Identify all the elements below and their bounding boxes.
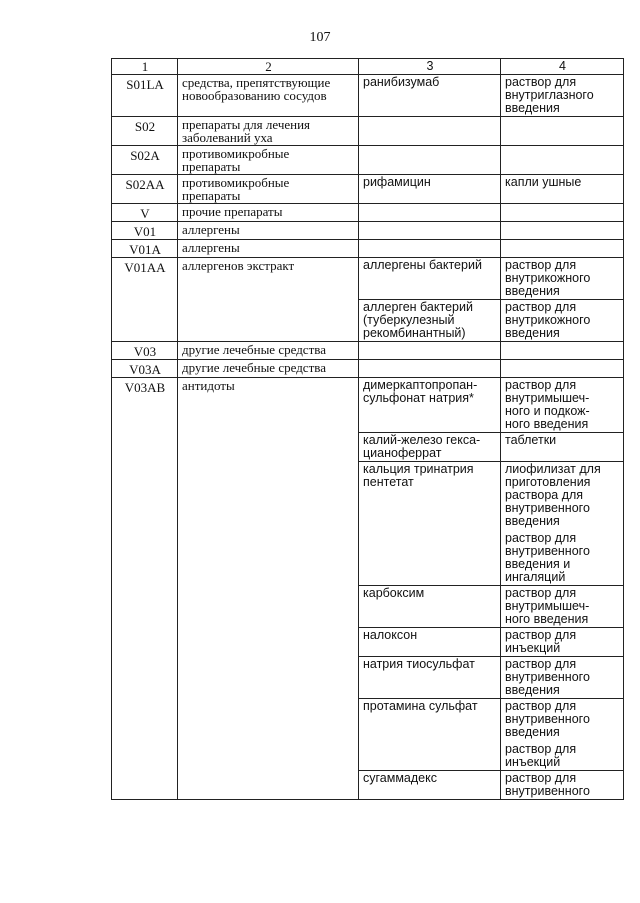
group-name-cell: [178, 75, 359, 117]
table-row: [112, 240, 624, 258]
dosage-form: раствор для внутривенного: [505, 771, 590, 798]
table-row: [112, 117, 624, 146]
dosage-form: раствор для внутримышеч- ного и подкож- ного введения: [505, 378, 590, 431]
drug-name: карбоксим: [363, 586, 425, 600]
group-name-cell: [178, 258, 359, 342]
dosage-form-cell: [501, 462, 624, 586]
atc-code: V: [140, 206, 150, 221]
drug-name-cell: [359, 360, 501, 378]
drug-name: натрия тиосульфат: [363, 657, 475, 671]
drug-name-cell: [359, 657, 501, 699]
dosage-form-cell: [501, 222, 624, 240]
drug-table: [111, 58, 624, 800]
dosage-form-cell: [501, 117, 624, 146]
dosage-form: лиофилизат для приготовления раствора для внутривенного введения: [505, 462, 601, 528]
column-number-2: 2: [178, 59, 359, 75]
dosage-form-cell: [501, 628, 624, 657]
dosage-form: раствор для внутривенного введения: [505, 657, 590, 697]
drug-name-cell: [359, 222, 501, 240]
drug-name-cell: [359, 204, 501, 222]
atc-code: S02: [134, 119, 156, 134]
drug-name-cell: [359, 240, 501, 258]
group-name: препараты для лечения заболеваний уха: [182, 117, 311, 145]
dosage-form: раствор для внутрикожного введения: [505, 300, 591, 340]
drug-name-cell: [359, 175, 501, 204]
group-name: аллергены: [182, 222, 240, 237]
dosage-form-cell: [501, 657, 624, 699]
atc-code-cell: [112, 222, 178, 240]
dosage-form-cell: [501, 240, 624, 258]
atc-code: V01A: [129, 242, 161, 257]
column-number-3: 3: [359, 59, 501, 75]
drug-name: кальция тринатрия пентетат: [363, 462, 474, 489]
dosage-form-cell: [501, 75, 624, 117]
atc-code-cell: [112, 342, 178, 360]
dosage-form-cell: [501, 342, 624, 360]
group-name-cell: [178, 175, 359, 204]
group-name-cell: [178, 240, 359, 258]
group-name-cell: [178, 222, 359, 240]
drug-name: рифамицин: [363, 175, 431, 189]
drug-name-cell: [359, 75, 501, 117]
dosage-form-cell: [501, 175, 624, 204]
atc-code-cell: [112, 360, 178, 378]
dosage-form: раствор для внутримышеч- ного введения: [505, 586, 590, 626]
drug-name: сугаммадекс: [363, 771, 437, 785]
dosage-form-cell: [501, 771, 624, 800]
column-number-row: [112, 59, 624, 75]
atc-code: S02AA: [125, 177, 165, 192]
group-name: средства, препятствующие новообразованию сосудов: [182, 75, 331, 103]
dosage-form-cell: [501, 204, 624, 222]
column-number-1: 1: [112, 59, 178, 75]
table-row: [112, 360, 624, 378]
atc-code: V01: [133, 224, 157, 239]
atc-code-cell: [112, 204, 178, 222]
group-name: другие лечебные средства: [182, 342, 326, 357]
group-name: другие лечебные средства: [182, 360, 326, 375]
drug-name-cell: [359, 117, 501, 146]
dosage-form: раствор для внутривенного введения и ингаляций: [505, 531, 590, 584]
drug-name-cell: [359, 378, 501, 433]
atc-code: V03: [133, 344, 157, 359]
table-row: [112, 75, 624, 117]
dosage-form-cell: [501, 300, 624, 342]
drug-name: димеркаптопропан- сульфонат натрия*: [363, 378, 478, 405]
dosage-form: капли ушные: [505, 175, 582, 189]
group-name: аллергены: [182, 240, 240, 255]
drug-name: налоксон: [363, 628, 418, 642]
table-row: [112, 378, 624, 433]
drug-name-cell: [359, 462, 501, 586]
atc-code-cell: [112, 146, 178, 175]
group-name: противомикробные препараты: [182, 146, 290, 174]
drug-name-cell: [359, 699, 501, 771]
drug-name-cell: [359, 586, 501, 628]
atc-code: S01LA: [126, 77, 164, 92]
table-row: [112, 204, 624, 222]
group-name-cell: [178, 378, 359, 800]
drug-name: протамина сульфат: [363, 699, 478, 713]
table-row: [112, 146, 624, 175]
dosage-form: раствор для инъекций: [505, 742, 577, 769]
atc-code-cell: [112, 175, 178, 204]
drug-name-cell: [359, 342, 501, 360]
table-row: [112, 222, 624, 240]
atc-code-cell: [112, 378, 178, 800]
dosage-form: таблетки: [505, 433, 557, 447]
drug-name-cell: [359, 628, 501, 657]
page-number: 107: [309, 30, 331, 45]
dosage-form: раствор для внутривенного введения: [505, 699, 590, 739]
drug-name: аллергены бактерий: [363, 258, 482, 272]
table-row: [112, 258, 624, 300]
group-name-cell: [178, 360, 359, 378]
dosage-form-cell: [501, 258, 624, 300]
drug-name: ранибизумаб: [363, 75, 440, 89]
drug-name-cell: [359, 771, 501, 800]
drug-name-cell: [359, 300, 501, 342]
drug-name-cell: [359, 433, 501, 462]
dosage-form-cell: [501, 146, 624, 175]
group-name: аллергенов экстракт: [182, 258, 295, 273]
dosage-form-cell: [501, 360, 624, 378]
drug-name-cell: [359, 258, 501, 300]
table-row: [112, 342, 624, 360]
drug-name: аллерген бактерий (туберкулезный рекомбинантный): [363, 300, 473, 340]
atc-code-cell: [112, 117, 178, 146]
group-name-cell: [178, 342, 359, 360]
dosage-form-cell: [501, 433, 624, 462]
dosage-form: раствор для внутриглазного введения: [505, 75, 594, 115]
group-name: противомикробные препараты: [182, 175, 290, 203]
dosage-form-cell: [501, 699, 624, 771]
drug-name: калий-железо гекса- цианоферрат: [363, 433, 481, 460]
dosage-form-cell: [501, 378, 624, 433]
dosage-form-cell: [501, 586, 624, 628]
dosage-form: раствор для внутрикожного введения: [505, 258, 591, 298]
atc-code-cell: [112, 258, 178, 342]
dosage-form: раствор для инъекций: [505, 628, 577, 655]
atc-code: V03AB: [124, 380, 166, 395]
group-name: антидоты: [182, 378, 235, 393]
atc-code: V01AA: [124, 260, 166, 275]
table-row: [112, 175, 624, 204]
drug-name-cell: [359, 146, 501, 175]
atc-code-cell: [112, 75, 178, 117]
group-name: прочие препараты: [182, 204, 283, 219]
group-name-cell: [178, 204, 359, 222]
column-number-4: 4: [501, 59, 624, 75]
atc-code-cell: [112, 240, 178, 258]
group-name-cell: [178, 146, 359, 175]
group-name-cell: [178, 117, 359, 146]
atc-code: S02A: [130, 148, 160, 163]
atc-code: V03A: [129, 362, 161, 377]
